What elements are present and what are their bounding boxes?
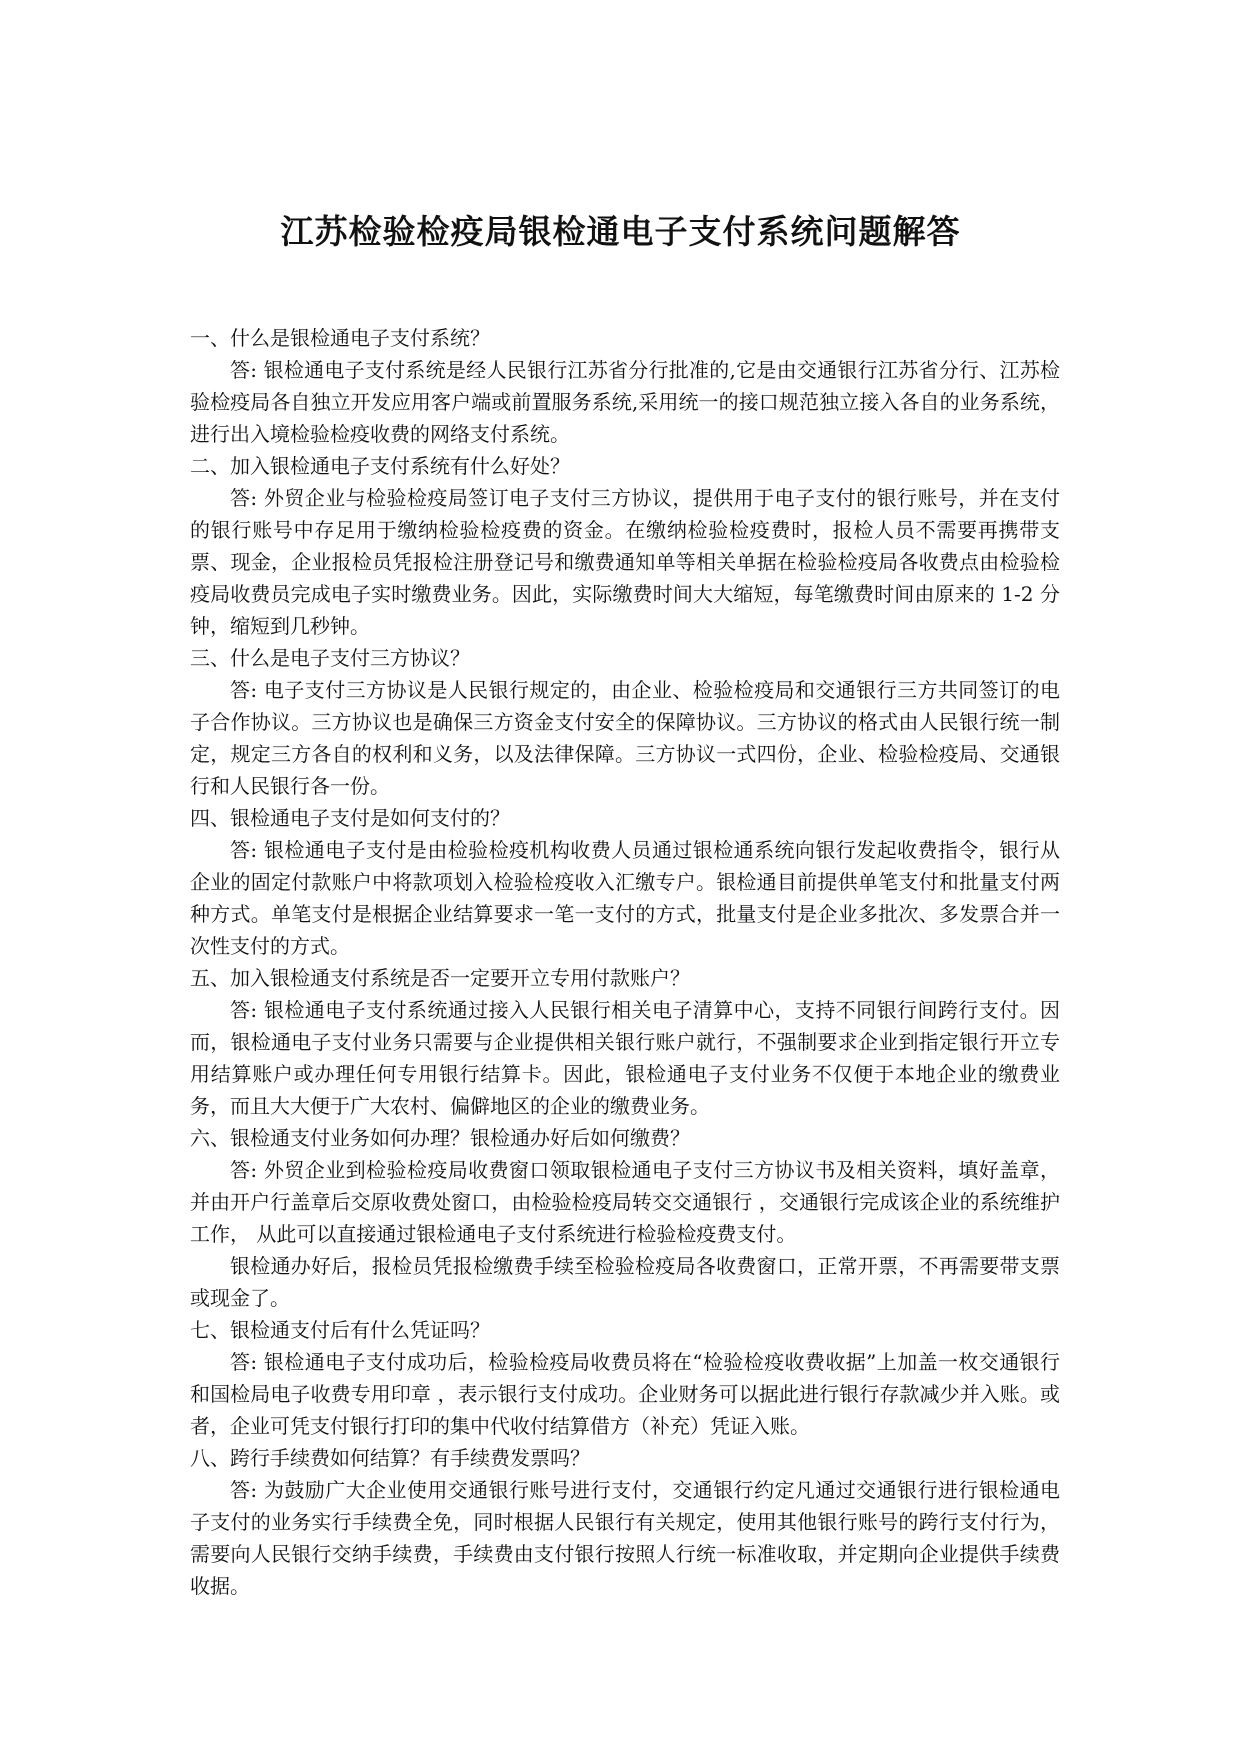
qa-section-2 (190, 450, 1060, 642)
question-3: 三、什么是电子支付三方协议？ (190, 646, 470, 670)
answer-4: 答: 银检通电子支付是由检验检疫机构收费人员通过银检通系统向银行发起收费指令，银行从企业的固定付款账户中将款项划入检验检疫收入汇缴专户。银检通目前提供单笔支付和批量支付两种方式。单笔支付是根据企业结算要求一笔一支付的方式，批量支付是企业多批次、多发票合并一次性支付的方式。 (190, 838, 1060, 958)
question-7: 七、银检通支付后有什么凭证吗？ (190, 1318, 490, 1342)
answer-7: 答: 银检通电子支付成功后，检验检疫局收费员将在“检验检疫收费收据”上加盖一枚交通银行和国检局电子收费专用印章 ，表示银行支付成功。企业财务可以据此进行银行存款减少并入账。或者，企业可凭支付银行打印的集中代收付结算借方（补充）凭证入账。 (190, 1350, 1060, 1438)
qa-section-3 (190, 642, 1060, 802)
qa-section-1 (190, 322, 1060, 450)
answer-3: 答: 电子支付三方协议是人民银行规定的，由企业、检验检疫局和交通银行三方共同签订的电子合作协议。三方协议也是确保三方资金支付安全的保障协议。三方协议的格式由人民银行统一制定，规定三方各自的权利和义务，以及法律保障。三方协议一式四份，企业、检验检疫局、交通银行和人民银行各一份。 (190, 678, 1060, 798)
answer-8: 答: 为鼓励广大企业使用交通银行账号进行支付，交通银行约定凡通过交通银行进行银检通电子支付的业务实行手续费全免，同时根据人民银行有关规定，使用其他银行账号的跨行支付行为，需要向人民银行交纳手续费，手续费由支付银行按照人行统一标准收取，并定期向企业提供手续费收据。 (190, 1478, 1060, 1598)
document-title: 江苏检验检疫局银检通电子支付系统问题解答 (280, 212, 961, 251)
answer-5: 答: 银检通电子支付系统通过接入人民银行相关电子清算中心，支持不同银行间跨行支付。因而，银检通电子支付业务只需要与企业提供相关银行账户就行，不强制要求企业到指定银行开立专用结算账户或办理任何专用银行结算卡。因此，银检通电子支付业务不仅便于本地企业的缴费业务，而且大大便于广大农村、偏僻地区的企业的缴费业务。 (190, 998, 1060, 1118)
qa-content (190, 322, 1060, 1602)
qa-section-8 (190, 1442, 1060, 1602)
question-4: 四、银检通电子支付是如何支付的？ (190, 806, 510, 830)
question-8: 八、跨行手续费如何结算？有手续费发票吗？ (190, 1446, 590, 1470)
question-5: 五、加入银检通支付系统是否一定要开立专用付款账户？ (190, 966, 690, 990)
question-2: 二、加入银检通电子支付系统有什么好处？ (190, 454, 570, 478)
question-1: 一、什么是银检通电子支付系统？ (190, 326, 490, 350)
qa-section-7 (190, 1314, 1060, 1442)
qa-section-4 (190, 802, 1060, 962)
answer-6-paragraph-2: 银检通办好后，报检员凭报检缴费手续至检验检疫局各收费窗口，正常开票，不再需要带支票或现金了。 (190, 1254, 1060, 1310)
qa-section-6 (190, 1122, 1060, 1314)
question-6: 六、银检通支付业务如何办理？银检通办好后如何缴费？ (190, 1126, 690, 1150)
answer-1: 答: 银检通电子支付系统是经人民银行江苏省分行批准的,它是由交通银行江苏省分行、江苏检验检疫局各自独立开发应用客户端或前置服务系统,采用统一的接口规范独立接入各自的业务系统，进行出入境检验检疫收费的网络支付系统。 (190, 358, 1060, 446)
answer-2: 答: 外贸企业与检验检疫局签订电子支付三方协议，提供用于电子支付的银行账号，并在支付的银行账号中存足用于缴纳检验检疫费的资金。在缴纳检验检疫费时，报检人员不需要再携带支票、现金，企业报检员凭报检注册登记号和缴费通知单等相关单据在检验检疫局各收费点由检验检疫局收费员完成电子实时缴费业务。因此，实际缴费时间大大缩短，每笔缴费时间由原来的 1-2 分钟，缩短到几秒钟。 (190, 486, 1060, 638)
qa-section-5 (190, 962, 1060, 1122)
answer-6-paragraph-1: 答: 外贸企业到检验检疫局收费窗口领取银检通电子支付三方协议书及相关资料，填好盖章，并由开户行盖章后交原收费处窗口，由检验检疫局转交交通银行 ，交通银行完成该企业的系统维护工作， 从此可以直接通过银检通电子支付系统进行检验检疫费支付。 (190, 1158, 1060, 1246)
